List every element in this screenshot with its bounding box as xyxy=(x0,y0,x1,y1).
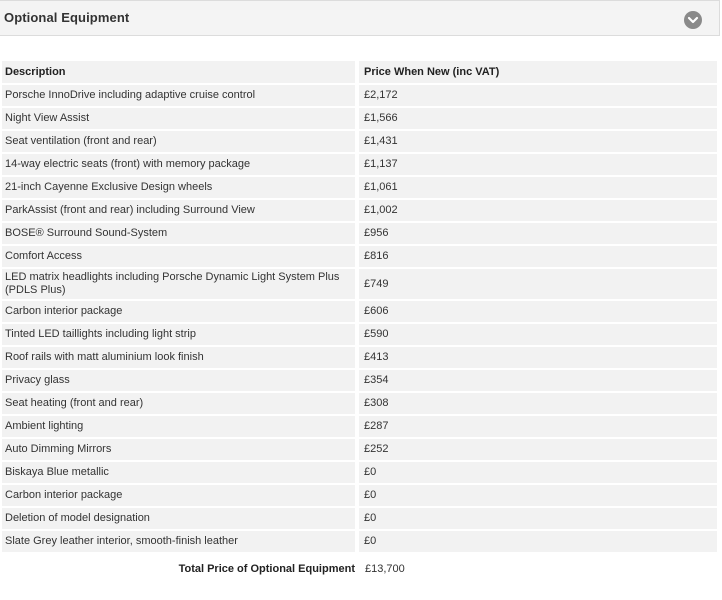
equipment-price: £308 xyxy=(359,393,717,414)
table-row xyxy=(2,393,717,414)
total-row xyxy=(0,563,720,579)
table-row xyxy=(2,108,717,129)
table-row xyxy=(2,131,717,152)
equipment-price: £2,172 xyxy=(359,85,717,106)
chevron-down-icon xyxy=(684,11,702,29)
table-row xyxy=(2,269,717,299)
equipment-price: £0 xyxy=(359,485,717,506)
table-row xyxy=(2,485,717,506)
equipment-price: £749 xyxy=(359,269,717,299)
equipment-price: £0 xyxy=(359,531,717,552)
equipment-description: Night View Assist xyxy=(2,108,359,129)
panel-header[interactable] xyxy=(0,0,720,36)
table-row xyxy=(2,301,717,322)
equipment-description: Carbon interior package xyxy=(2,301,359,322)
table-row xyxy=(2,508,717,529)
table-row xyxy=(2,439,717,460)
table-row xyxy=(2,246,717,267)
equipment-description: ParkAssist (front and rear) including Surround View xyxy=(2,200,359,221)
equipment-description: Porsche InnoDrive including adaptive cruise control xyxy=(2,85,359,106)
equipment-description: Tinted LED taillights including light strip xyxy=(2,324,359,345)
equipment-price: £590 xyxy=(359,324,717,345)
equipment-table xyxy=(2,59,717,554)
equipment-description: Ambient lighting xyxy=(2,416,359,437)
equipment-price: £816 xyxy=(359,246,717,267)
table-row xyxy=(2,200,717,221)
equipment-description: Privacy glass xyxy=(2,370,359,391)
equipment-description: Seat heating (front and rear) xyxy=(2,393,359,414)
table-row xyxy=(2,154,717,175)
equipment-price: £1,002 xyxy=(359,200,717,221)
table-row xyxy=(2,347,717,368)
equipment-price: £1,431 xyxy=(359,131,717,152)
table-row xyxy=(2,324,717,345)
equipment-price: £0 xyxy=(359,508,717,529)
table-header-row xyxy=(2,61,717,83)
equipment-price: £252 xyxy=(359,439,717,460)
equipment-description: Auto Dimming Mirrors xyxy=(2,439,359,460)
equipment-price: £0 xyxy=(359,462,717,483)
equipment-price: £1,137 xyxy=(359,154,717,175)
equipment-description: Roof rails with matt aluminium look finish xyxy=(2,347,359,368)
equipment-price: £606 xyxy=(359,301,717,322)
equipment-description: 14-way electric seats (front) with memory package xyxy=(2,154,359,175)
collapse-toggle-button[interactable] xyxy=(684,11,702,29)
table-row xyxy=(2,531,717,552)
equipment-price: £956 xyxy=(359,223,717,244)
equipment-price: £1,061 xyxy=(359,177,717,198)
equipment-description: Biskaya Blue metallic xyxy=(2,462,359,483)
equipment-price: £1,566 xyxy=(359,108,717,129)
equipment-description: Carbon interior package xyxy=(2,485,359,506)
equipment-description: Seat ventilation (front and rear) xyxy=(2,131,359,152)
equipment-description: Comfort Access xyxy=(2,246,359,267)
total-value: £13,700 xyxy=(365,563,405,575)
total-label: Total Price of Optional Equipment xyxy=(178,563,355,575)
equipment-price: £413 xyxy=(359,347,717,368)
equipment-description: LED matrix headlights including Porsche Dynamic Light System Plus (PDLS Plus) xyxy=(2,269,359,299)
table-row xyxy=(2,416,717,437)
table-row xyxy=(2,462,717,483)
equipment-description: Deletion of model designation xyxy=(2,508,359,529)
equipment-description: Slate Grey leather interior, smooth-finish leather xyxy=(2,531,359,552)
section-title: Optional Equipment xyxy=(4,10,130,25)
equipment-price: £354 xyxy=(359,370,717,391)
table-row xyxy=(2,177,717,198)
equipment-table-body xyxy=(2,85,717,552)
table-row xyxy=(2,85,717,106)
table-row xyxy=(2,370,717,391)
equipment-price: £287 xyxy=(359,416,717,437)
equipment-description: BOSE® Surround Sound-System xyxy=(2,223,359,244)
column-header-price: Price When New (inc VAT) xyxy=(359,61,717,83)
table-row xyxy=(2,223,717,244)
equipment-description: 21-inch Cayenne Exclusive Design wheels xyxy=(2,177,359,198)
column-header-description: Description xyxy=(2,61,359,83)
